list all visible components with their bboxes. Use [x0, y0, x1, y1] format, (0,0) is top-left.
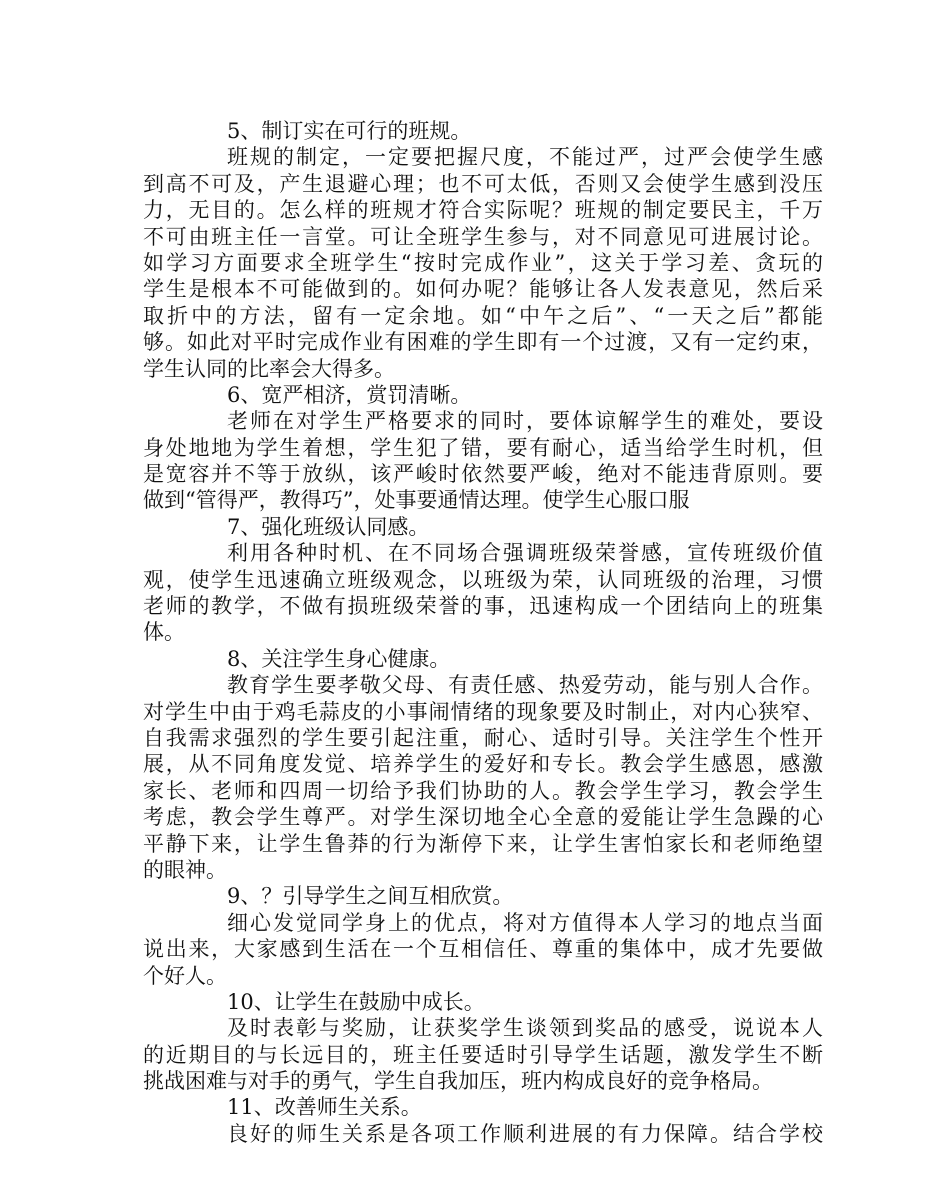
paragraph-line: 考虑，教会学生尊严。对学生深切地全心全意的爱能让学生急躁的心	[143, 805, 823, 830]
paragraph-line: 家长、老师和四周一切给予我们协助的人。教会学生学习，教会学生	[143, 778, 823, 803]
paragraph-line: 细心发觉同学身上的优点，将对方值得本人学习的地点当面	[227, 910, 823, 935]
paragraph-line: 班规的制定，一定要把握尺度，不能过严，过严会使学生感	[227, 145, 823, 170]
section-heading: 7、强化班级认同感。	[227, 514, 430, 539]
paragraph-line: 展，从不同角度发觉、培养学生的爱好和专长。教会学生感恩，感激	[143, 752, 823, 777]
paragraph-line: 利用各种时机、在不同场合强调班级荣誉感，宣传班级价值	[227, 541, 823, 566]
paragraph-line: 说出来，大家感到生活在一个互相信任、尊重的集体中，成才先要做	[143, 937, 823, 962]
paragraph-line: 学生是根本不可能做到的。如何办呢？能够让各人发表意见，然后采	[143, 277, 823, 302]
paragraph-line: 良好的师生关系是各项工作顺利进展的有力保障。结合学校	[227, 1121, 823, 1146]
section-heading: 5、制订实在可行的班规。	[227, 119, 472, 143]
paragraph-line: 自我需求强烈的学生要引起注重，耐心、适时引导。关注学生个性开	[143, 725, 823, 750]
paragraph-line: 教育学生要孝敬父母、有责任感、热爱劳动，能与别人合作。	[227, 673, 823, 698]
paragraph-line: 不可由班主任一言堂。可让全班学生参与，对不同意见可进展讨论。	[143, 224, 823, 249]
paragraph-line: 学生认同的比率会大得多。	[143, 356, 395, 381]
paragraph-line: 到高不可及，产生退避心理；也不可太低，否则又会使学生感到没压	[143, 171, 823, 196]
section-heading: 11、改善师生关系。	[227, 1095, 422, 1120]
paragraph-line: 是宽容并不等于放纵，该严峻时依然要严峻，绝对不能违背原则。要	[143, 462, 823, 487]
paragraph-line: 如学习方面要求全班学生“按时完成作业”，这关于学习差、贪玩的	[143, 250, 823, 275]
paragraph-line: 的眼神。	[143, 857, 227, 882]
paragraph-line: 老师的教学，不做有损班级荣誉的事，迅速构成一个团结向上的班集	[143, 594, 823, 619]
paragraph-line: 老师在对学生严格要求的同时，要体谅解学生的难处，要设	[227, 409, 823, 434]
paragraph-line: 力，无目的。怎么样的班规才符合实际呢？班规的制定要民主，千万	[143, 198, 823, 223]
paragraph-line: 的近期目的与长远目的，班主任要适时引导学生话题，激发学生不断	[143, 1042, 823, 1067]
paragraph-line: 够。如此对平时完成作业有困难的学生即有一个过渡，又有一定约束，	[143, 330, 823, 355]
section-heading: 8、关注学生身心健康。	[227, 646, 451, 671]
paragraph-line: 体。	[143, 620, 185, 645]
document-body	[143, 118, 823, 1147]
paragraph-line: 对学生中由于鸡毛蒜皮的小事闹情绪的现象要及时制止，对内心狭窄、	[143, 699, 823, 724]
section-heading: 9、？引导学生之间互相欣赏。	[227, 884, 514, 909]
section-heading: 6、宽严相济，赏罚清晰。	[227, 382, 472, 407]
paragraph-line: 个好人。	[143, 963, 227, 988]
paragraph-line: 观，使学生迅速确立班级观念，以班级为荣，认同班级的治理，习惯	[143, 567, 823, 592]
paragraph-line: 及时表彰与奖励，让获奖学生谈领到奖品的感受，说说本人	[227, 1016, 823, 1041]
paragraph-line: 取折中的方法，留有一定余地。如“中午之后”、“一天之后”都能	[143, 303, 823, 328]
paragraph-line: 挑战困难与对手的勇气，学生自我加压，班内构成良好的竞争格局。	[143, 1069, 773, 1094]
paragraph-line: 平静下来，让学生鲁莽的行为渐停下来，让学生害怕家长和老师绝望	[143, 831, 823, 856]
paragraph-line: 做到“管得严，教得巧”，处事要通情达理。使学生心服口服	[143, 488, 690, 513]
paragraph-line: 身处地地为学生着想，学生犯了错，要有耐心，适当给学生时机，但	[143, 435, 823, 460]
section-heading: 10、让学生在鼓励中成长。	[227, 989, 485, 1014]
